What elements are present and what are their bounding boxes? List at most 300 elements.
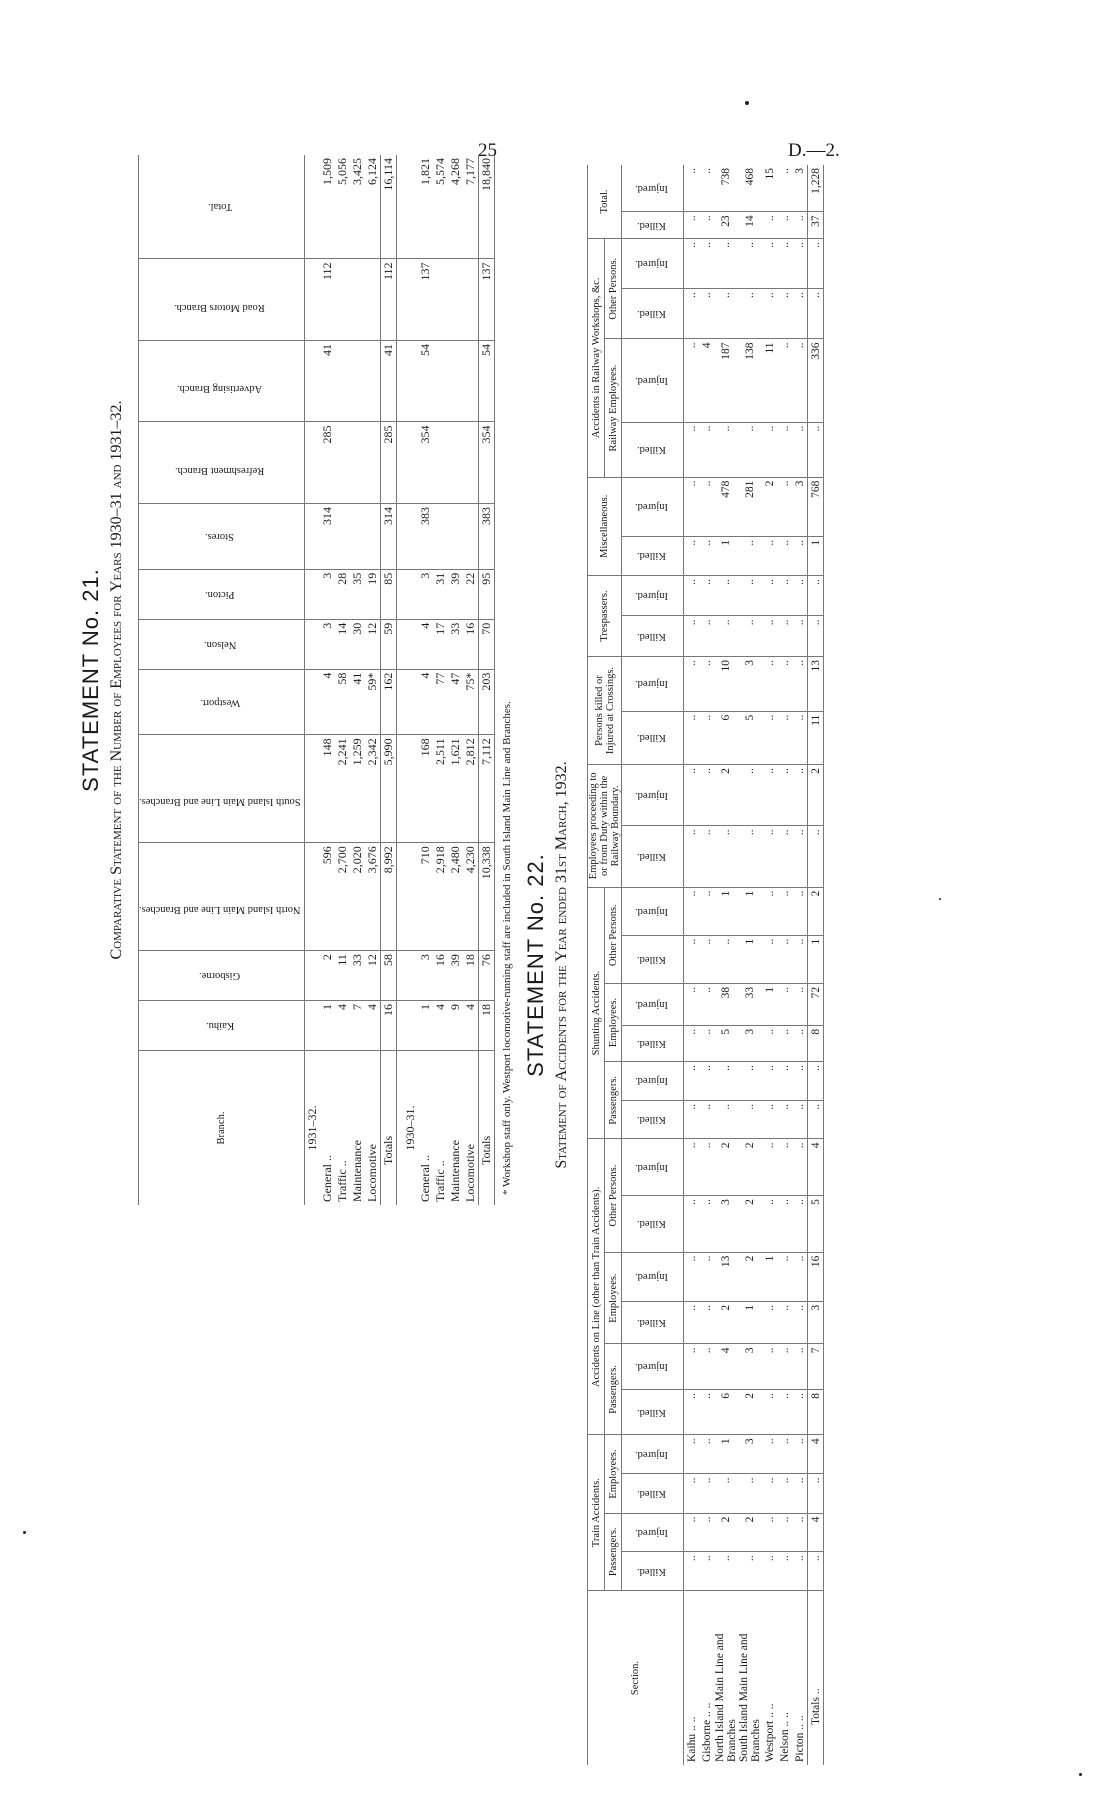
cell: 3 — [738, 1025, 762, 1061]
cell: .. — [777, 616, 792, 657]
cell: .. — [699, 1100, 714, 1139]
cell: .. — [808, 239, 824, 289]
cell: 1 — [714, 887, 738, 935]
subgroup-header: Employees. — [605, 1435, 622, 1513]
cell: .. — [699, 239, 714, 289]
statement-21-subheading: Comparative Statement of the Number of Employees for Years 1930–31 and 1931–32. — [108, 400, 125, 960]
cell: 13 — [808, 657, 824, 712]
cell: .. — [777, 657, 792, 712]
cell: .. — [777, 1552, 792, 1591]
cell: .. — [684, 765, 700, 826]
cell: 2 — [762, 477, 777, 536]
cell: .. — [792, 575, 808, 616]
cell: .. — [777, 1389, 792, 1434]
table-row: Traffic .. 4 11 2,700 2,241 58 14 28 5,056 — [335, 155, 350, 1205]
cell: .. — [699, 826, 714, 887]
cell: .. — [792, 1552, 808, 1591]
cell: .. — [699, 1474, 714, 1513]
cell: .. — [777, 935, 792, 983]
cell: 3 — [738, 657, 762, 712]
cell: .. — [792, 826, 808, 887]
cell: .. — [684, 289, 700, 339]
cell: .. — [808, 1100, 824, 1139]
subgroup-header: Employees. — [605, 1252, 622, 1344]
cell: 37 — [808, 212, 824, 239]
cell: .. — [699, 1344, 714, 1389]
cell: .. — [684, 1025, 700, 1061]
cell: .. — [762, 616, 777, 657]
cell: .. — [777, 983, 792, 1025]
col-header: Branch. — [139, 1051, 305, 1206]
group-header: Train Accidents. — [588, 1435, 605, 1591]
cell: .. — [762, 575, 777, 616]
cell: .. — [792, 212, 808, 239]
cell: .. — [777, 1196, 792, 1253]
cell: .. — [699, 1062, 714, 1101]
table-row: Locomotive 4 12 3,676 2,342 59* 12 19 6,124 — [365, 155, 381, 1205]
statement-21 — [78, 155, 513, 1205]
cell: .. — [762, 657, 777, 712]
cell: 3 — [738, 1435, 762, 1474]
subgroup-header: Passengers. — [605, 1513, 622, 1590]
scan-speck — [23, 1531, 26, 1534]
cell: 738 — [720, 168, 732, 186]
group-header: Persons killed or Injured at Crossings. — [588, 657, 622, 765]
cell: .. — [714, 1100, 738, 1139]
cell: .. — [777, 1474, 792, 1513]
cell: .. — [792, 1252, 808, 1301]
cell: .. — [808, 422, 824, 477]
cell: .. — [762, 711, 777, 764]
cell: .. — [699, 1196, 714, 1253]
cell: .. — [684, 212, 700, 239]
cell: .. — [762, 935, 777, 983]
cell: .. — [792, 536, 808, 575]
cell: 2 — [714, 1301, 738, 1344]
cell: .. — [699, 477, 714, 536]
cell: .. — [762, 212, 777, 239]
subgroup-header: Passengers. — [605, 1344, 622, 1435]
cell: .. — [777, 711, 792, 764]
accidents-table — [587, 165, 824, 1765]
group-header: Accidents in Railway Workshops, &c. — [588, 239, 605, 478]
col-header: Stores. — [139, 504, 305, 570]
col-header: Nelson. — [139, 619, 305, 669]
cell: .. — [777, 887, 792, 935]
cell: .. — [684, 657, 700, 712]
cell: .. — [699, 1552, 714, 1591]
statement-21-heading: STATEMENT No. 21. — [78, 568, 103, 792]
cell: 468 — [744, 168, 756, 186]
cell: 33 — [738, 983, 762, 1025]
statement-22-subheading: Statement of Accidents for the Year ended 31st March, 1932. — [553, 761, 570, 1169]
cell: .. — [684, 575, 700, 616]
table-row — [714, 165, 738, 1765]
cell: .. — [738, 826, 762, 887]
cell: .. — [792, 422, 808, 477]
cell: .. — [699, 1252, 714, 1301]
cell: .. — [762, 1344, 777, 1389]
cell: .. — [699, 536, 714, 575]
cell: .. — [792, 711, 808, 764]
table-row: Maintenance 9 39 2,480 1,621 47 33 39 4,268 — [448, 155, 463, 1205]
subgroup-header: Employees. — [605, 983, 622, 1061]
cell: .. — [792, 1062, 808, 1101]
cell: 3 — [714, 1196, 738, 1253]
cell: .. — [792, 1389, 808, 1434]
cell: 768 — [808, 477, 824, 536]
statement-22-heading: STATEMENT No. 22. — [523, 853, 548, 1077]
cell: 4 — [699, 339, 714, 422]
statement-21-footnote: * Workshop staff only. Westport locomotive-running staff are included in South Island Main Line and Branches. — [500, 701, 513, 1195]
scan-speck — [939, 898, 941, 900]
cell: .. — [792, 983, 808, 1025]
cell: .. — [792, 657, 808, 712]
subgroup-header: Other Persons. — [605, 1139, 622, 1252]
col-header: Gisborne. — [139, 951, 305, 1001]
cell: .. — [684, 1196, 700, 1253]
cell: .. — [777, 1062, 792, 1101]
cell: .. — [792, 1301, 808, 1344]
cell: .. — [792, 935, 808, 983]
table-row: Locomotive 4 18 4,230 2,812 75* 16 22 7,177 — [463, 155, 479, 1205]
cell: .. — [777, 1252, 792, 1301]
cell: .. — [762, 765, 777, 826]
subgroup-header: Other Persons. — [605, 887, 622, 983]
cell: .. — [792, 1139, 808, 1196]
cell: .. — [699, 935, 714, 983]
cell: 8 — [808, 1025, 824, 1061]
col-header: Road Motors Branch. — [139, 259, 305, 341]
page-number: 25 — [478, 140, 497, 161]
cell: .. — [714, 289, 738, 339]
table-row — [684, 165, 700, 1765]
cell: .. — [777, 536, 792, 575]
cell: .. — [684, 1435, 700, 1474]
cell: 1 — [808, 536, 824, 575]
totals-row — [808, 165, 824, 1765]
cell: .. — [808, 1062, 824, 1101]
cell: .. — [684, 1252, 700, 1301]
cell: .. — [808, 1552, 824, 1591]
cell: .. — [684, 422, 700, 477]
cell: .. — [684, 616, 700, 657]
cell: .. — [792, 1196, 808, 1253]
cell: .. — [699, 1513, 714, 1552]
cell: 2 — [738, 1513, 762, 1552]
cell: 1 — [762, 983, 777, 1025]
scan-speck — [1079, 1773, 1082, 1776]
cell: 5 — [714, 1025, 738, 1061]
table-row: General .. 1 3 710 168 4 4 3 383 354 54 137 1,821 — [418, 155, 433, 1205]
cell: .. — [685, 168, 698, 174]
cell: .. — [792, 616, 808, 657]
cell: .. — [684, 339, 700, 422]
cell: 11 — [808, 711, 824, 764]
cell: .. — [792, 289, 808, 339]
cell: 2 — [808, 887, 824, 935]
cell: 2 — [714, 1513, 738, 1552]
cell: .. — [684, 1474, 700, 1513]
cell: .. — [777, 339, 792, 422]
subgroup-header: Passengers. — [605, 1062, 622, 1139]
cell: .. — [684, 887, 700, 935]
section-header: Section. — [588, 1591, 684, 1766]
cell: .. — [762, 289, 777, 339]
cell: .. — [714, 1474, 738, 1513]
subgroup-header: Other Persons. — [605, 239, 622, 339]
cell: .. — [777, 1344, 792, 1389]
cell: 7 — [808, 1344, 824, 1389]
cell: .. — [699, 711, 714, 764]
cell: 5 — [808, 1196, 824, 1253]
cell: .. — [762, 1474, 777, 1513]
cell: 2 — [738, 1196, 762, 1253]
cell: .. — [792, 339, 808, 422]
cell: .. — [762, 239, 777, 289]
table-row: General .. 1 2 596 148 4 3 3 314 285 41 112 1,509 — [320, 155, 335, 1205]
cell: .. — [777, 289, 792, 339]
section-name: Picton .. .. — [792, 1591, 808, 1766]
cell: .. — [714, 935, 738, 983]
table-row — [777, 165, 792, 1765]
cell: .. — [700, 168, 713, 174]
cell: .. — [762, 1435, 777, 1474]
year-label: 1930–31. — [396, 1051, 418, 1206]
table-row — [762, 165, 777, 1765]
cell: 4 — [808, 1435, 824, 1474]
subgroup-header: Railway Employees. — [605, 339, 622, 477]
table-row — [792, 165, 808, 1765]
cell: .. — [699, 212, 714, 239]
col-header: Westport. — [139, 669, 305, 735]
section-name: Totals .. — [808, 1591, 824, 1766]
cell: .. — [792, 1344, 808, 1389]
cell: .. — [699, 422, 714, 477]
cell: 72 — [808, 983, 824, 1025]
cell: .. — [714, 239, 738, 289]
cell: 3 — [808, 1301, 824, 1344]
cell: .. — [684, 711, 700, 764]
cell: .. — [714, 826, 738, 887]
cell: 1 — [762, 1252, 777, 1301]
year-label: 1931–32. — [304, 1051, 320, 1206]
cell: .. — [762, 1100, 777, 1139]
cell: .. — [777, 1139, 792, 1196]
col-header: Advertising Branch. — [139, 340, 305, 422]
cell: 15 — [763, 168, 776, 180]
cell: .. — [778, 168, 791, 174]
cell: .. — [808, 289, 824, 339]
cell: .. — [777, 422, 792, 477]
cell: .. — [738, 239, 762, 289]
cell: 1 — [714, 1435, 738, 1474]
cell: 8 — [808, 1389, 824, 1434]
cell: .. — [738, 765, 762, 826]
cell: .. — [684, 1100, 700, 1139]
cell: 4 — [808, 1139, 824, 1196]
cell: .. — [777, 212, 792, 239]
cell: .. — [762, 1301, 777, 1344]
cell: .. — [777, 1100, 792, 1139]
cell: 13 — [714, 1252, 738, 1301]
cell: .. — [684, 477, 700, 536]
cell: .. — [762, 1513, 777, 1552]
cell: .. — [777, 575, 792, 616]
col-header: North Island Main Line and Branches. — [139, 843, 305, 951]
cell: .. — [738, 289, 762, 339]
cell: 2 — [714, 765, 738, 826]
cell: .. — [792, 1100, 808, 1139]
cell: 2 — [738, 1252, 762, 1301]
table-row: Maintenance 7 33 2,020 1,259 41 30 35 3,425 — [350, 155, 365, 1205]
cell: 16 — [808, 1252, 824, 1301]
killed-injured-header-row: Killed. Injured. Killed. Injured. Killed. Injured. Killed. Injured. Killed. Injured. Killed. Injured. Killed. Injured. Killed. Injured. Killed. Injured. Killed. Injured. Killed. Injured. Killed. Injured. Killed. Injured. Killed. Injured. Killed. Injured. — [622, 165, 684, 1765]
col-header: Refreshment Branch. — [139, 422, 305, 504]
cell: .. — [684, 935, 700, 983]
group-header: Accidents on Line (other than Train Accidents). — [588, 1139, 605, 1435]
group-header: Miscellaneous. — [588, 477, 622, 575]
cell: .. — [777, 1513, 792, 1552]
cell: .. — [777, 1301, 792, 1344]
cell: 2 — [714, 1139, 738, 1196]
cell: .. — [762, 1025, 777, 1061]
cell: .. — [762, 1552, 777, 1591]
cell: .. — [738, 1062, 762, 1101]
cell: .. — [714, 1062, 738, 1101]
cell: .. — [699, 983, 714, 1025]
table-row: Traffic .. 4 16 2,918 2,511 77 17 31 5,574 — [433, 155, 448, 1205]
cell: 10 — [714, 657, 738, 712]
cell: .. — [792, 1435, 808, 1474]
cell: 4 — [808, 1513, 824, 1552]
cell: 23 — [714, 212, 738, 239]
cell: .. — [762, 1062, 777, 1101]
cell: 14 — [738, 212, 762, 239]
cell: .. — [699, 289, 714, 339]
col-header: Total. — [207, 201, 232, 213]
cell: 2 — [738, 1389, 762, 1434]
cell: .. — [714, 1552, 738, 1591]
cell: 1 — [738, 1301, 762, 1344]
cell: .. — [792, 765, 808, 826]
cell: .. — [738, 536, 762, 575]
cell: .. — [684, 1389, 700, 1434]
scan-speck — [745, 101, 749, 105]
cell: 4 — [714, 1344, 738, 1389]
cell: .. — [714, 575, 738, 616]
section-name: Gisborne .. .. — [699, 1591, 714, 1766]
cell: .. — [738, 1552, 762, 1591]
cell: .. — [762, 422, 777, 477]
table-row — [738, 165, 762, 1765]
cell: .. — [738, 575, 762, 616]
cell: .. — [808, 826, 824, 887]
cell: .. — [684, 983, 700, 1025]
cell: .. — [699, 1301, 714, 1344]
cell: 478 — [714, 477, 738, 536]
cell: .. — [699, 1139, 714, 1196]
cell: .. — [738, 1474, 762, 1513]
table-row — [699, 165, 714, 1765]
group-header: Shunting Accidents. — [588, 887, 605, 1139]
section-name: South Island Main Line and Branches — [738, 1591, 762, 1766]
section-name: North Island Main Line and Branches — [714, 1591, 738, 1766]
cell: .. — [684, 536, 700, 575]
cell: 3 — [793, 168, 806, 174]
cell: .. — [762, 1196, 777, 1253]
document-reference: D.—2. — [788, 140, 840, 161]
cell: 1,228 — [809, 168, 822, 194]
group-header: Employees proceeding to or from Duty within the Railway Boundary. — [588, 765, 622, 888]
cell: .. — [699, 657, 714, 712]
totals-row: Totals 16 58 8,992 5,990 162 59 85 314 285 41 112 16,114 — [380, 155, 396, 1205]
cell: 1 — [714, 536, 738, 575]
cell: .. — [777, 765, 792, 826]
cell: 3 — [792, 477, 808, 536]
cell: .. — [808, 616, 824, 657]
cell: .. — [808, 1474, 824, 1513]
cell: .. — [684, 1344, 700, 1389]
cell: .. — [762, 826, 777, 887]
cell: .. — [714, 616, 738, 657]
totals-row: Totals 18 76 10,338 7,112 203 70 95 383 354 54 137 18,840 — [478, 155, 494, 1205]
section-name: Kaihu .. .. — [684, 1591, 700, 1766]
cell: .. — [792, 1025, 808, 1061]
cell: .. — [684, 1139, 700, 1196]
cell: 6 — [714, 1389, 738, 1434]
cell: 5 — [738, 711, 762, 764]
section-name: Westport .. .. — [762, 1591, 777, 1766]
employees-table — [138, 155, 495, 1205]
cell: 281 — [738, 477, 762, 536]
cell: 1 — [738, 935, 762, 983]
cell: .. — [792, 887, 808, 935]
cell: .. — [738, 422, 762, 477]
cell: .. — [777, 826, 792, 887]
cell: 336 — [808, 339, 824, 422]
cell: .. — [714, 422, 738, 477]
cell: .. — [738, 616, 762, 657]
cell: .. — [762, 887, 777, 935]
cell: .. — [777, 477, 792, 536]
cell: .. — [762, 1139, 777, 1196]
cell: 1 — [738, 887, 762, 935]
cell: .. — [684, 1513, 700, 1552]
cell: 6 — [714, 711, 738, 764]
cell: .. — [699, 1025, 714, 1061]
cell: 187 — [714, 339, 738, 422]
cell: .. — [699, 1435, 714, 1474]
cell: 11 — [762, 339, 777, 422]
cell: .. — [792, 1474, 808, 1513]
cell: 138 — [738, 339, 762, 422]
statement-22 — [523, 165, 824, 1765]
cell: .. — [684, 1301, 700, 1344]
cell: .. — [792, 239, 808, 289]
cell: .. — [684, 239, 700, 289]
cell: .. — [777, 1435, 792, 1474]
cell: .. — [762, 1389, 777, 1434]
cell: 38 — [714, 983, 738, 1025]
cell: .. — [699, 616, 714, 657]
cell: .. — [684, 826, 700, 887]
cell: .. — [684, 1062, 700, 1101]
cell: .. — [762, 536, 777, 575]
cell: .. — [777, 1025, 792, 1061]
cell: .. — [684, 1552, 700, 1591]
cell: 2 — [738, 1139, 762, 1196]
